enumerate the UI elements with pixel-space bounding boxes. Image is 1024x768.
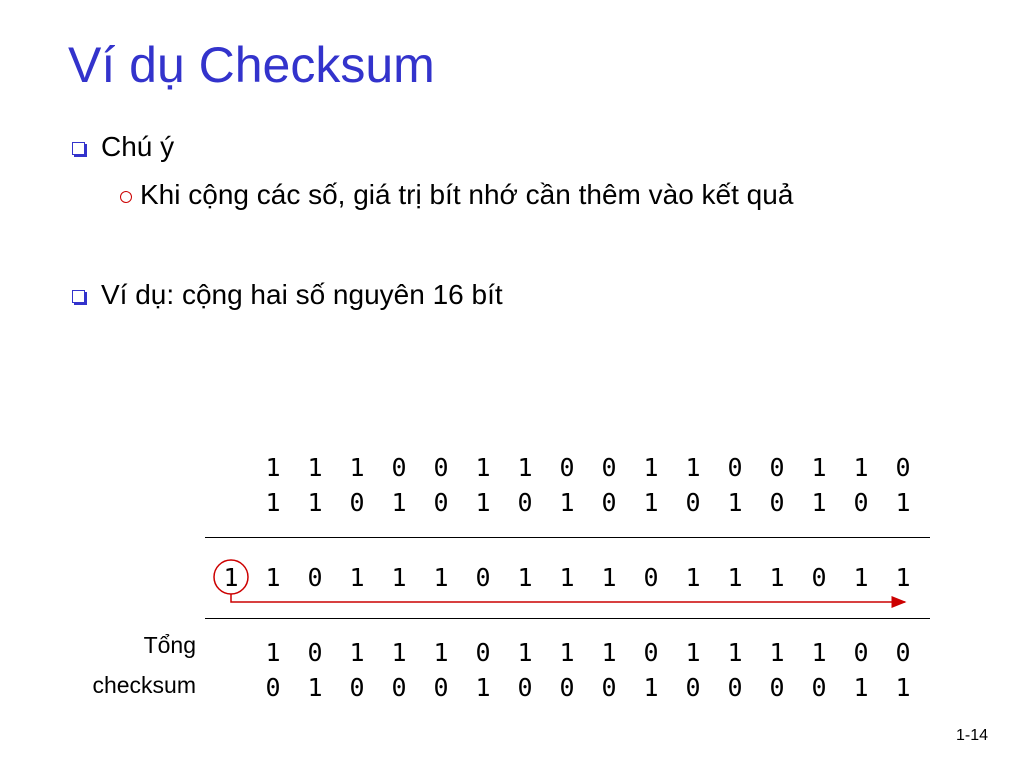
page-number: 1-14	[955, 727, 988, 744]
operand2-bit: 0	[685, 488, 701, 517]
sum-bit: 0	[853, 638, 869, 667]
checksum-bit: 1	[475, 673, 491, 702]
sum-bit: 1	[349, 638, 365, 667]
wraparound-bit: 1	[727, 563, 743, 592]
checksum-label: checksum	[92, 672, 196, 698]
operand2-bit: 1	[643, 488, 659, 517]
checksum-bit: 1	[307, 673, 323, 702]
carry-circle	[214, 560, 248, 594]
sum-bit: 1	[727, 638, 743, 667]
sum-bit: 1	[769, 638, 785, 667]
operand2-bit: 1	[307, 488, 323, 517]
checksum-bit: 0	[559, 673, 575, 702]
slide-title: Ví dụ Checksum	[68, 37, 435, 93]
checksum-bit: 0	[433, 673, 449, 702]
wraparound-bit: 1	[349, 563, 365, 592]
sum-label: Tổng	[143, 632, 196, 658]
wraparound-bit: 1	[391, 563, 407, 592]
checksum-bit: 1	[643, 673, 659, 702]
sum-bit: 1	[685, 638, 701, 667]
sum-bit: 0	[643, 638, 659, 667]
bullet-note-text: Chú ý	[101, 131, 175, 162]
sum-bit: 0	[475, 638, 491, 667]
checksum-bit: 0	[517, 673, 533, 702]
checksum-bit: 0	[601, 673, 617, 702]
operand2-bit: 0	[349, 488, 365, 517]
operand2-bit: 0	[433, 488, 449, 517]
wraparound-bit: 1	[559, 563, 575, 592]
operand2-bit: 1	[727, 488, 743, 517]
operand1-bit: 0	[769, 453, 785, 482]
operand1-bit: 0	[727, 453, 743, 482]
sum-bit: 1	[811, 638, 827, 667]
sum-bit: 1	[601, 638, 617, 667]
operand1-bit: 1	[853, 453, 869, 482]
operand1-bit: 1	[475, 453, 491, 482]
sum-bit: 1	[265, 638, 281, 667]
operand1-bit: 1	[307, 453, 323, 482]
checksum-bit: 0	[727, 673, 743, 702]
checksum-bit: 0	[391, 673, 407, 702]
operand2-bit: 1	[559, 488, 575, 517]
operand2-bit: 0	[853, 488, 869, 517]
sum-bit: 0	[307, 638, 323, 667]
carry-bit: 1	[223, 563, 239, 592]
operand1-bit: 1	[517, 453, 533, 482]
checksum-bit: 1	[895, 673, 911, 702]
wraparound-bit: 1	[853, 563, 869, 592]
operand1-bit: 0	[895, 453, 911, 482]
wraparound-bit: 1	[601, 563, 617, 592]
operand2-bit: 1	[391, 488, 407, 517]
checksum-bit: 0	[349, 673, 365, 702]
operand2-bit: 0	[601, 488, 617, 517]
operand1-bit: 1	[811, 453, 827, 482]
sum-bit: 1	[517, 638, 533, 667]
operand2-bit: 0	[517, 488, 533, 517]
operand1-bit: 0	[433, 453, 449, 482]
operand1-bit: 0	[391, 453, 407, 482]
operand1-bit: 1	[643, 453, 659, 482]
wraparound-bit: 0	[811, 563, 827, 592]
operand1-bit: 1	[685, 453, 701, 482]
wraparound-bit: 1	[433, 563, 449, 592]
sum-bit: 1	[433, 638, 449, 667]
checksum-bit: 0	[769, 673, 785, 702]
wraparound-bit: 1	[769, 563, 785, 592]
wraparound-bit: 1	[685, 563, 701, 592]
sub-bullet-carry-text: Khi cộng các số, giá trị bít nhớ cần thêm vào kết quả	[140, 179, 794, 210]
wraparound-bit: 0	[643, 563, 659, 592]
operand1-bit: 0	[601, 453, 617, 482]
checksum-bit: 0	[265, 673, 281, 702]
checksum-bit: 0	[811, 673, 827, 702]
operand2-bit: 1	[895, 488, 911, 517]
checksum-bit: 0	[685, 673, 701, 702]
operand2-bit: 0	[769, 488, 785, 517]
sum-bit: 1	[391, 638, 407, 667]
checksum-bit: 1	[853, 673, 869, 702]
wraparound-bit: 0	[307, 563, 323, 592]
sum-bit: 1	[559, 638, 575, 667]
operand1-bit: 0	[559, 453, 575, 482]
wraparound-bit: 1	[895, 563, 911, 592]
carry-wraparound-arrow	[231, 594, 905, 602]
operand1-bit: 1	[265, 453, 281, 482]
sum-bit: 0	[895, 638, 911, 667]
operand2-bit: 1	[265, 488, 281, 517]
operand1-bit: 1	[349, 453, 365, 482]
wraparound-bit: 0	[475, 563, 491, 592]
operand2-bit: 1	[811, 488, 827, 517]
wraparound-bit: 1	[265, 563, 281, 592]
wraparound-bit: 1	[517, 563, 533, 592]
bullet-example-text: Ví dụ: cộng hai số nguyên 16 bít	[101, 279, 503, 310]
operand2-bit: 1	[475, 488, 491, 517]
